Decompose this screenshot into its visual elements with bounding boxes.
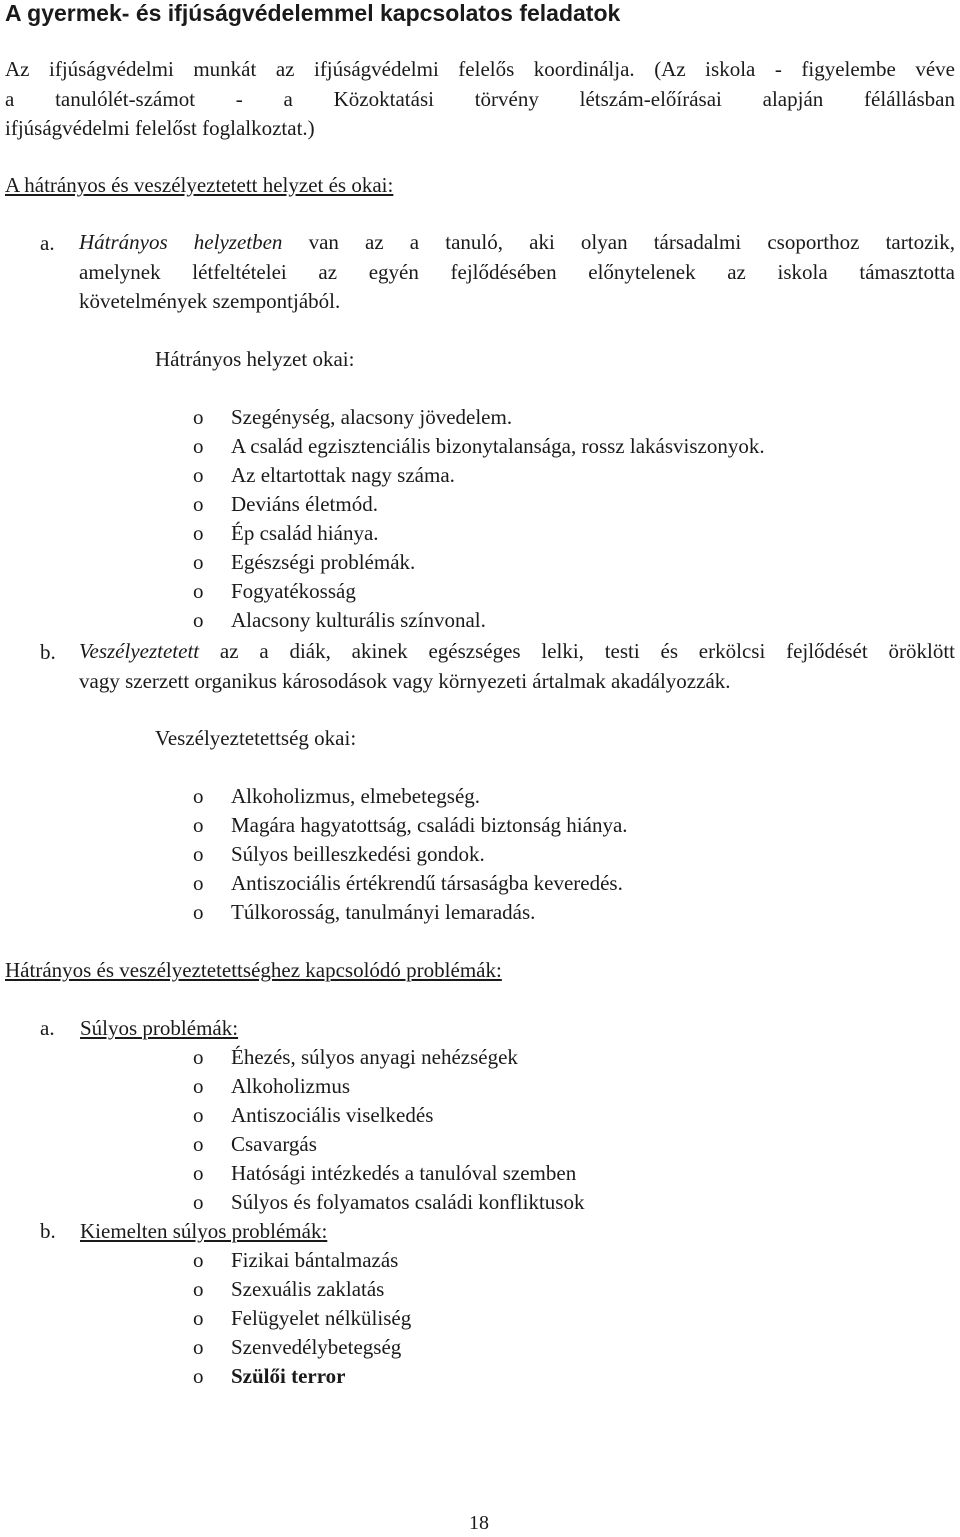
list-item: Ép család hiánya.: [231, 521, 379, 545]
problems-title-kiemelten: Kiemelten súlyos problémák:: [80, 1219, 328, 1243]
definition-veszelyeztetett: [79, 637, 955, 696]
bullet-icon: o: [193, 1161, 204, 1185]
bullet-icon: o: [193, 608, 204, 632]
bullet-icon: o: [193, 1335, 204, 1359]
definition-line: amelynek létfeltételei az egyén fejlődésében előnytelenek az iskola támasztotta: [79, 259, 955, 284]
list-item: Súlyos beilleszkedési gondok.: [231, 842, 485, 866]
list-item: Felügyelet nélküliség: [231, 1306, 412, 1330]
list-marker-b: b.: [40, 1219, 56, 1243]
list-item: A család egzisztenciális bizonytalansága, rossz lakásviszonyok.: [231, 434, 765, 458]
bullet-icon: o: [193, 900, 204, 924]
list-item: Szenvedélybetegség: [231, 1335, 402, 1359]
bullet-icon: o: [193, 1132, 204, 1156]
section-title-problemak: Hátrányos és veszélyeztetettséghez kapcsolódó problémák:: [5, 958, 502, 982]
intro-line: ifjúságvédelmi felelőst foglalkoztat.): [5, 116, 315, 140]
bullet-icon: o: [193, 1277, 204, 1301]
bullet-icon: o: [193, 405, 204, 429]
definition-line: vagy szerzett organikus károsodások vagy környezeti ártalmak akadályozzák.: [79, 668, 731, 693]
term-hatranyos: Hátrányos helyzetben: [79, 230, 283, 254]
list-item: Magára hagyatottság, családi biztonság hiánya.: [231, 813, 628, 837]
bullet-icon: o: [193, 492, 204, 516]
intro-line: Az ifjúságvédelmi munkát az ifjúságvédelmi felelős koordinálja. (Az iskola - figyelembe véve: [5, 57, 955, 81]
bullet-icon: o: [193, 1248, 204, 1272]
list-marker-a: a.: [40, 231, 55, 255]
bullet-icon: o: [193, 1074, 204, 1098]
section-title-hatranyos: A hátrányos és veszélyeztetett helyzet és okai:: [5, 173, 394, 197]
list-item: Alacsony kulturális színvonal.: [231, 608, 486, 632]
list-item: Deviáns életmód.: [231, 492, 378, 516]
list-item-emphasized: Szülői terror: [231, 1364, 346, 1388]
bullet-icon: o: [193, 871, 204, 895]
causes-title-veszelyeztetett: Veszélyeztetettség okai:: [155, 726, 357, 750]
definition-hatranyos: [79, 228, 955, 317]
list-item: Szegénység, alacsony jövedelem.: [231, 405, 513, 429]
list-item: Súlyos és folyamatos családi konfliktusok: [231, 1190, 585, 1214]
intro-paragraph: [5, 55, 955, 144]
list-item: Éhezés, súlyos anyagi nehézségek: [231, 1045, 518, 1069]
list-item: Alkoholizmus, elmebetegség.: [231, 784, 481, 808]
bullet-icon: o: [193, 842, 204, 866]
bullet-icon: o: [193, 463, 204, 487]
bullet-icon: o: [193, 550, 204, 574]
list-marker-a: a.: [40, 1016, 55, 1040]
list-item: Fogyatékosság: [231, 579, 356, 603]
list-item: Túlkorosság, tanulmányi lemaradás.: [231, 900, 536, 924]
list-marker-b: b.: [40, 640, 56, 664]
bullet-icon: o: [193, 579, 204, 603]
bullet-icon: o: [193, 1306, 204, 1330]
list-item: Antiszociális értékrendű társaságba keveredés.: [231, 871, 623, 895]
list-item: Az eltartottak nagy száma.: [231, 463, 455, 487]
bullet-icon: o: [193, 521, 204, 545]
bullet-icon: o: [193, 434, 204, 458]
list-item: Fizikai bántalmazás: [231, 1248, 399, 1272]
problems-title-sulyos: Súlyos problémák:: [80, 1016, 239, 1040]
term-veszelyeztetett: Veszélyeztetett: [79, 639, 200, 663]
page-number: 18: [469, 1512, 489, 1534]
definition-line: Veszélyeztetett az a diák, akinek egészséges lelki, testi és erkölcsi fejlődését öröklött: [79, 639, 955, 663]
bullet-icon: o: [193, 1190, 204, 1214]
list-item: Alkoholizmus: [231, 1074, 350, 1098]
bullet-icon: o: [193, 1364, 204, 1388]
list-item: Egészségi problémák.: [231, 550, 416, 574]
list-item: Hatósági intézkedés a tanulóval szemben: [231, 1161, 577, 1185]
intro-line: a tanulólét-számot - a Közoktatási törvény létszám-előírásai alapján félállásban: [5, 86, 955, 111]
bullet-icon: o: [193, 1045, 204, 1069]
list-item: Antiszociális viselkedés: [231, 1103, 434, 1127]
causes-title-hatranyos: Hátrányos helyzet okai:: [155, 347, 355, 371]
list-item: Csavargás: [231, 1132, 317, 1156]
bullet-icon: o: [193, 1103, 204, 1127]
list-item: Szexuális zaklatás: [231, 1277, 385, 1301]
definition-line: Hátrányos helyzetben van az a tanuló, aki olyan társadalmi csoporthoz tartozik,: [79, 230, 955, 254]
definition-line: követelmények szempontjából.: [79, 289, 341, 313]
bullet-icon: o: [193, 813, 204, 837]
bullet-icon: o: [193, 784, 204, 808]
page-heading: A gyermek- és ifjúságvédelemmel kapcsolatos feladatok: [5, 0, 621, 26]
